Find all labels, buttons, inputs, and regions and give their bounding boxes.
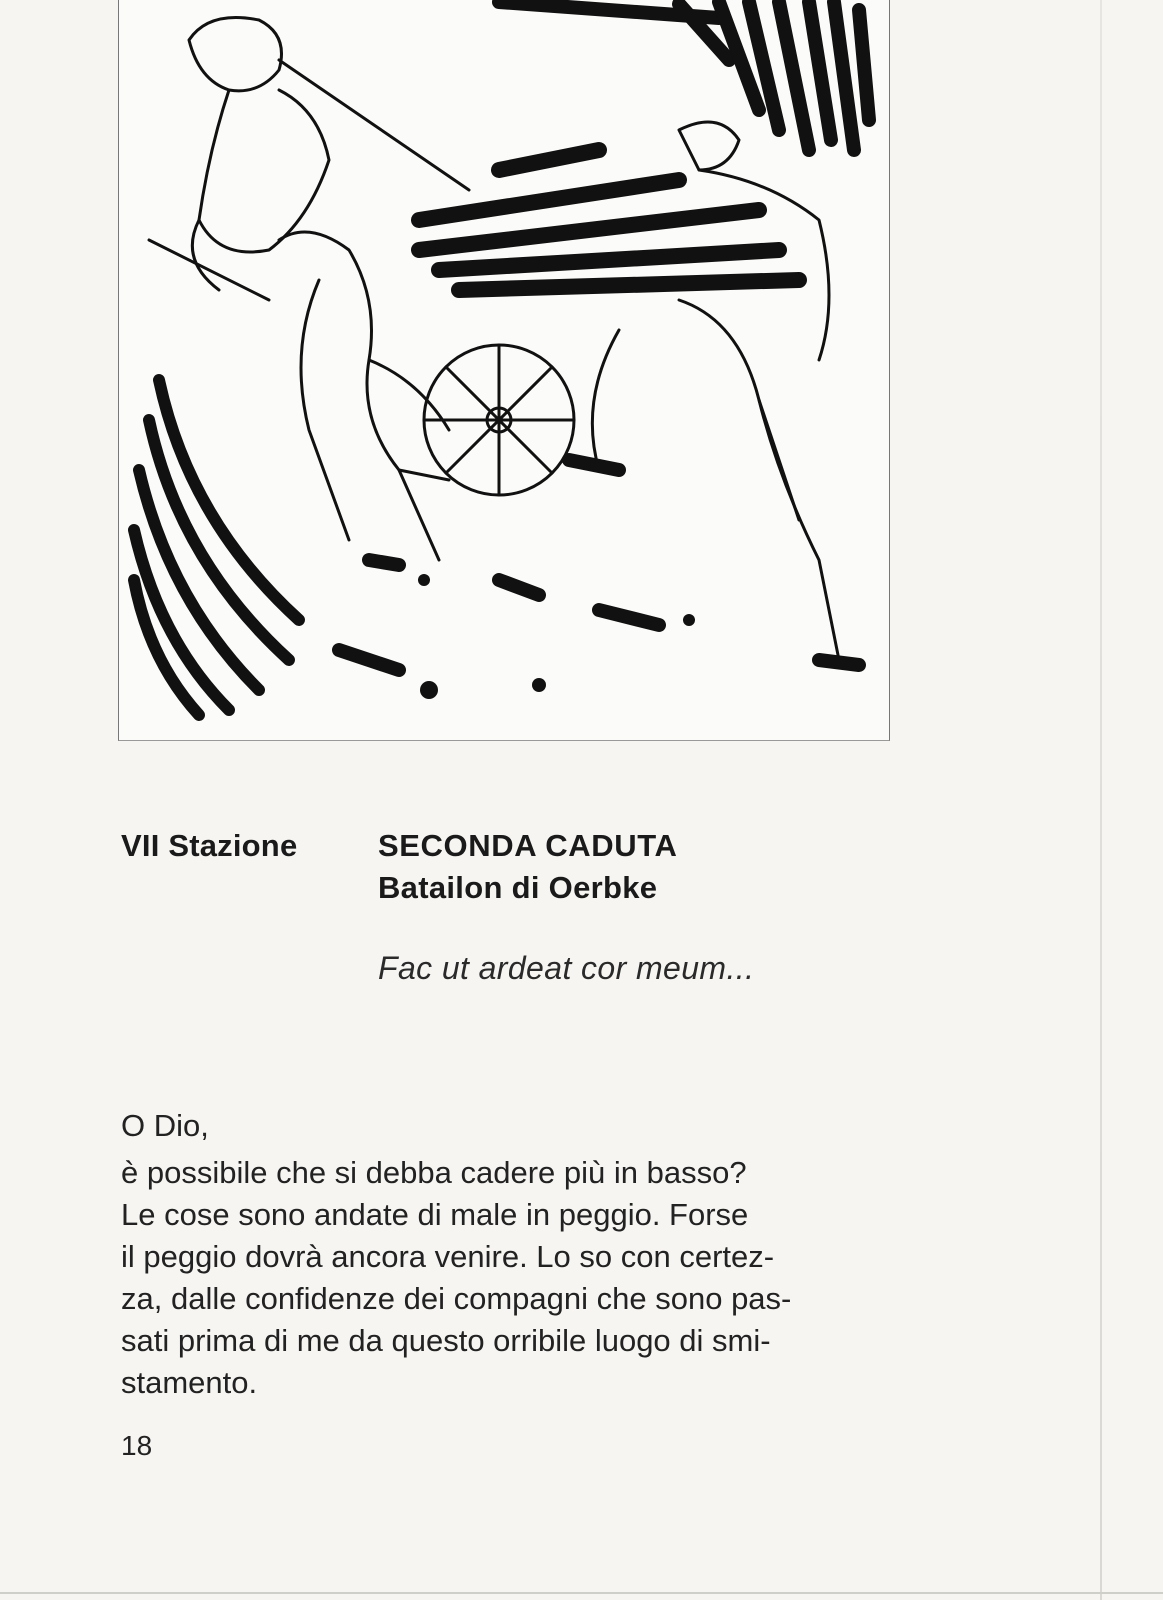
men-pulling-cart-drawing xyxy=(119,0,889,740)
prayer-line: è possibile che si debba cadere più in basso? xyxy=(121,1155,747,1190)
station-subtitle: Batailon di Oerbke xyxy=(378,870,658,905)
station-number: VII Stazione xyxy=(121,828,298,863)
prayer-line: sati prima di me da questo orribile luogo di smi- xyxy=(121,1323,771,1358)
prayer-line: stamento. xyxy=(121,1365,258,1400)
page-number: 18 xyxy=(121,1430,153,1461)
prayer-salutation: O Dio, xyxy=(121,1108,209,1143)
station-illustration xyxy=(118,0,890,741)
prayer-body xyxy=(121,1152,921,1404)
prayer-line: Le cose sono andate di male in peggio. Forse xyxy=(121,1197,749,1232)
prayer-line: za, dalle confidenze dei compagni che sono pas- xyxy=(121,1281,792,1316)
station-title: SECONDA CADUTA xyxy=(378,828,678,863)
page-edge-right xyxy=(1100,0,1102,1600)
prayer-line: il peggio dovrà ancora venire. Lo so con certez- xyxy=(121,1239,775,1274)
latin-motto: Fac ut ardeat cor meum... xyxy=(378,950,755,986)
page-edge-bottom xyxy=(0,1592,1163,1594)
